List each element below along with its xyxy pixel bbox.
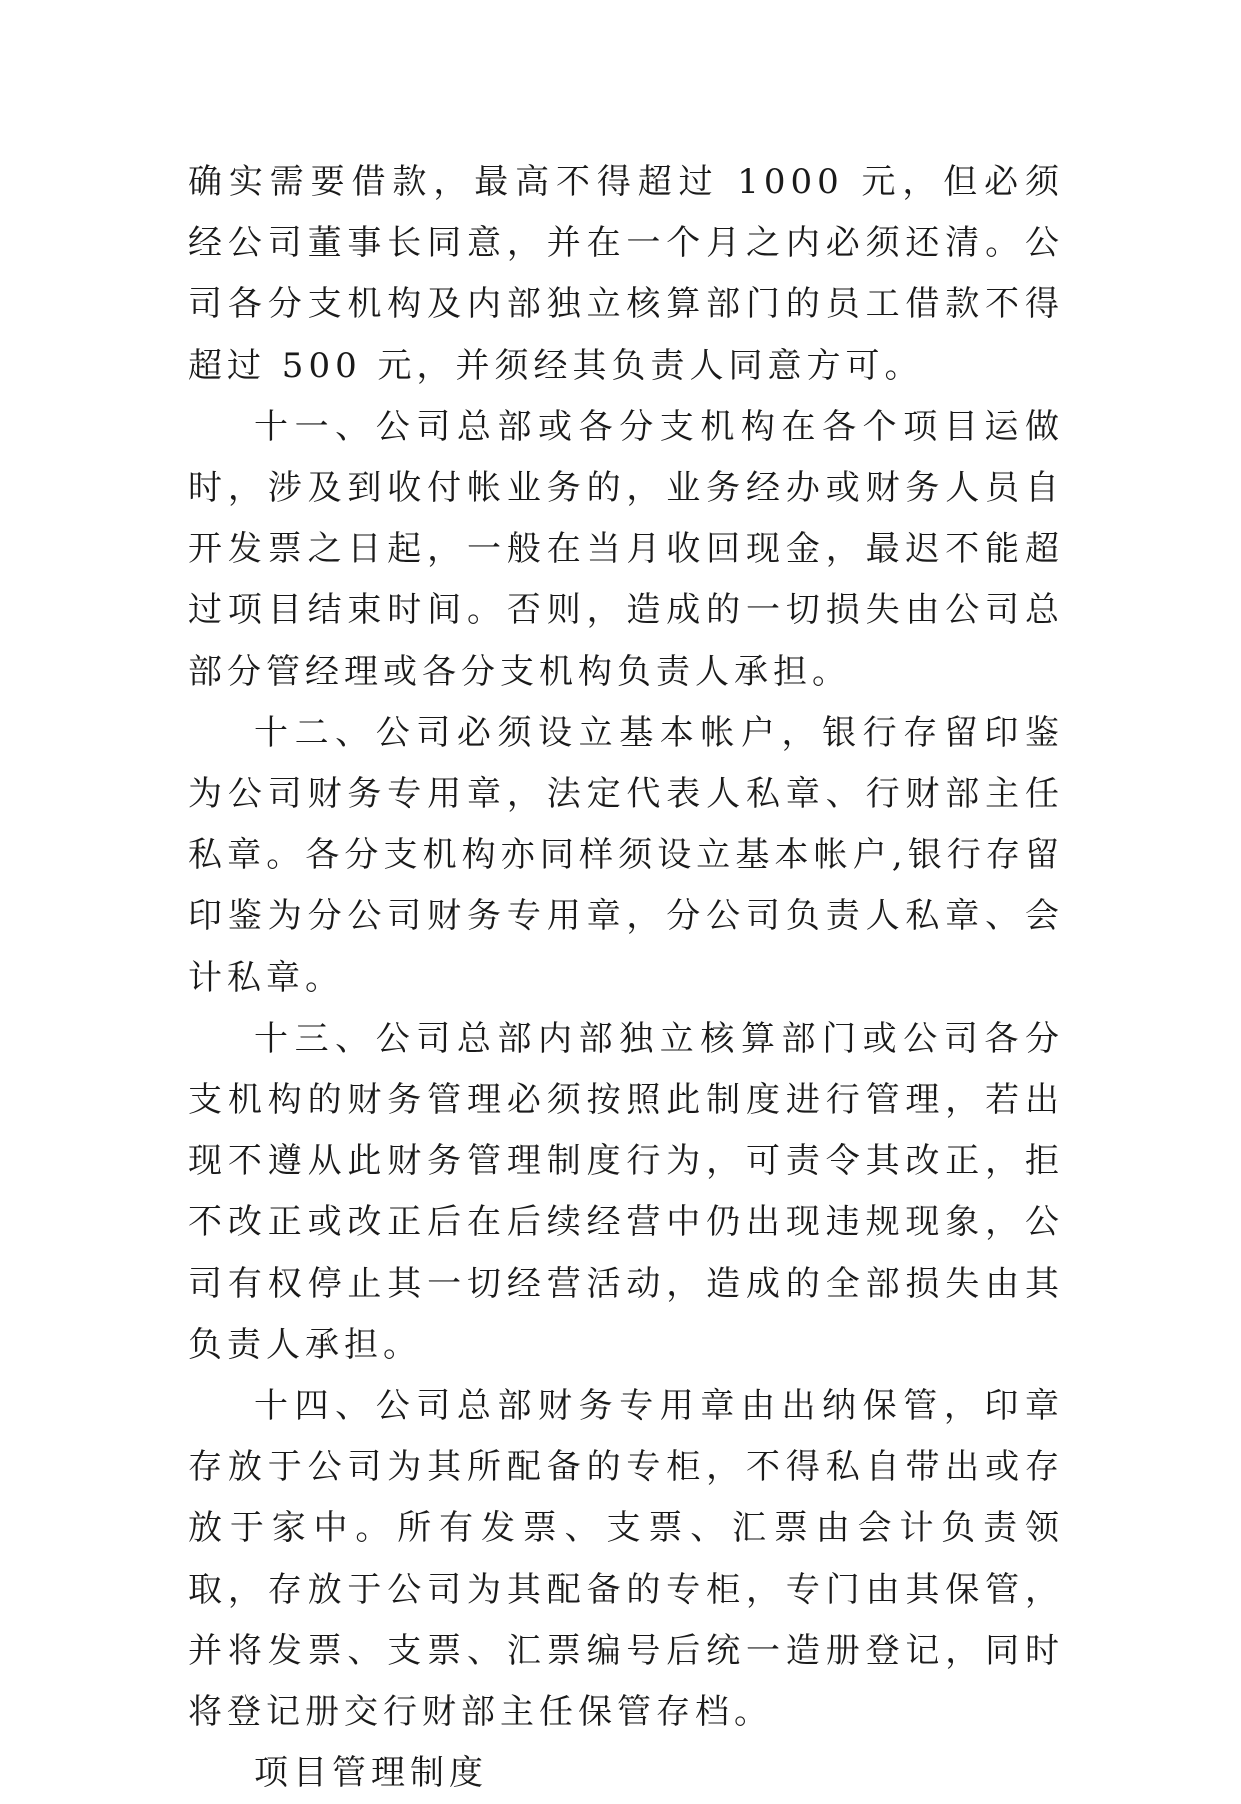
paragraph-article-11: 十一、公司总部或各分支机构在各个项目运做时，涉及到收付帐业务的，业务经办或财务人员自开发票之日起，一般在当月收回现金，最迟不能超过项目结束时间。否则，造成的一切损失由公司总部分管经理或各分支机构负责人承担。 bbox=[188, 406, 1064, 692]
paragraph-article-14: 十四、公司总部财务专用章由出纳保管，印章存放于公司为其所配备的专柜，不得私自带出或存放于家中。所有发票、支票、汇票由会计负责领取，存放于公司为其配备的专柜，专门由其保管，并将发票、支票、汇票编号后统一造册登记，同时将登记册交行财部主任保管存档。 bbox=[188, 1386, 1064, 1733]
paragraph-article-13: 十三、公司总部内部独立核算部门或公司各分支机构的财务管理必须按照此制度进行管理，若出现不遵从此财务管理制度行为，可责令其改正，拒不改正或改正后在后续经营中仍出现违规现象，公司有权停止其一切经营活动，造成的全部损失由其负责人承担。 bbox=[188, 1018, 1064, 1365]
document-body bbox=[188, 152, 1064, 1804]
section-heading: 项目管理制度 bbox=[254, 1753, 488, 1794]
paragraph-article-12: 十二、公司必须设立基本帐户，银行存留印鉴为公司财务专用章，法定代表人私章、行财部主任私章。各分支机构亦同样须设立基本帐户,银行存留印鉴为分公司财务专用章，分公司负责人私章、会计私章。 bbox=[188, 712, 1064, 998]
paragraph-loan-limit: 确实需要借款，最高不得超过 1000 元，但必须经公司董事长同意，并在一个月之内必须还清。公司各分支机构及内部独立核算部门的员工借款不得超过 500 元，并须经其负责人同意方可。 bbox=[188, 162, 1064, 386]
